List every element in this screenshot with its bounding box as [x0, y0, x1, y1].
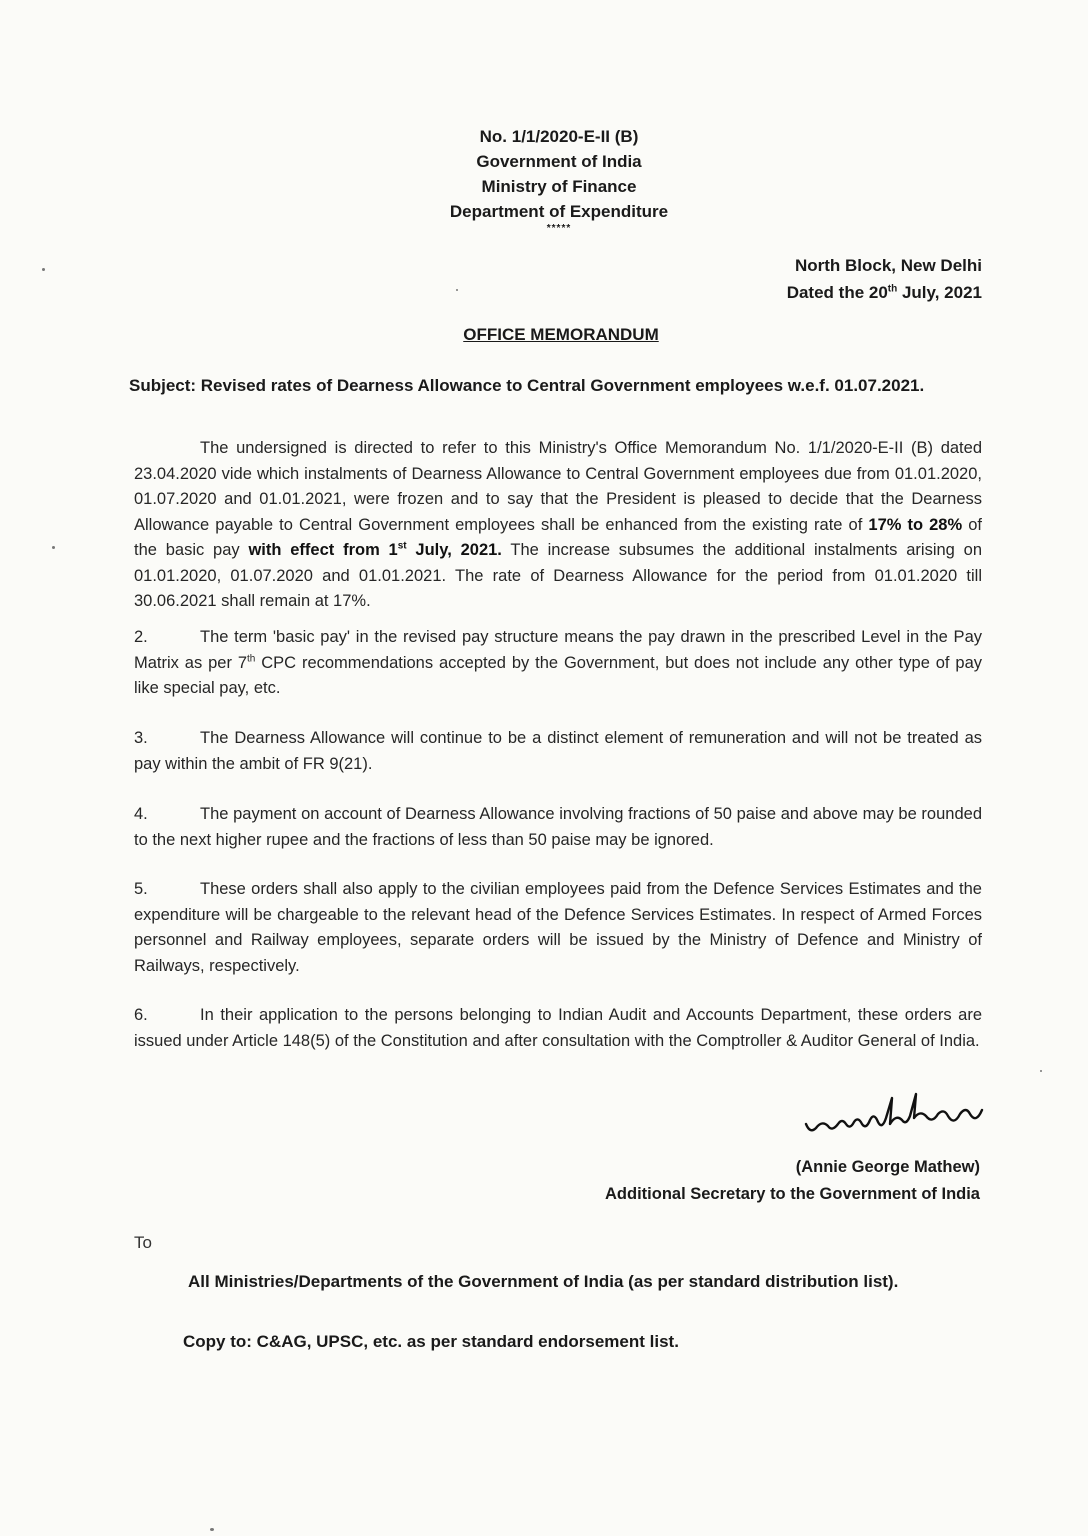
p2-superscript: th	[247, 653, 256, 664]
p1-text-c: The increase subsumes the additional instalments arising on 01.01.2020, 01.07.2020 and 01.01.2021. The rate of Dearness Allowance for the period from 01.01.2020 till 30.06.2021 shall remain at 17%.	[134, 541, 982, 610]
p2-number: 2.	[134, 628, 148, 646]
location: North Block, New Delhi	[794, 256, 982, 275]
memo-title	[0, 325, 1088, 345]
ministry-name: Ministry of Finance	[481, 177, 637, 196]
p4-text: The payment on account of Dearness Allowance involving fractions of 50 paise and above may be rounded to the next higher rupee and the fractions of less than 50 paise may be ignored.	[134, 805, 982, 849]
p4-number: 4.	[134, 805, 148, 823]
scan-speck	[1040, 1070, 1042, 1072]
date-prefix: Dated the 20	[786, 283, 888, 302]
file-number: No. 1/1/2020-E-II (B)	[479, 127, 639, 146]
p1-text-b: of the basic pay	[134, 515, 982, 559]
scan-speck	[42, 268, 45, 271]
p2-text-b: CPC recommendations accepted by the Government, but does not include any other type of pay like special pay, etc.	[134, 653, 982, 697]
scan-speck	[52, 546, 55, 549]
government-name: Government of India	[476, 152, 642, 171]
separator-stars: *****	[546, 223, 572, 234]
p5-number: 5.	[134, 880, 148, 898]
p1-rate-change: 17% to 28%	[868, 515, 963, 534]
signatory-name: (Annie George Mathew)	[795, 1158, 980, 1176]
p6-text: In their application to the persons belonging to Indian Audit and Accounts Department, these orders are issued under Article 148(5) of the Constitution and after consultation with the Comptroller & Auditor General of India.	[134, 1006, 982, 1050]
p1-text-a: The undersigned is directed to refer to this Ministry's Office Memorandum No. 1/1/2020-E-II (B) dated 23.04.2020 vide which instalments of Dearness Allowance to Central Government employees due from 01.01.2020, 01.07.2020 and 01.01.2021, were frozen and to say that the President is pleased to decide that the Dearness Allowance payable to Central Government employees shall be enhanced from the existing rate of	[134, 439, 982, 534]
date-line	[787, 279, 982, 306]
p6-number: 6.	[134, 1006, 148, 1024]
paragraph-1	[134, 436, 982, 615]
letterhead	[0, 124, 1088, 234]
paragraph-3	[134, 726, 982, 777]
paragraph-4	[134, 802, 982, 853]
department-name: Department of Expenditure	[449, 202, 669, 221]
p3-number: 3.	[134, 729, 148, 747]
paragraph-5	[134, 877, 982, 979]
p1-effective-date-b: July, 2021.	[406, 541, 502, 559]
signatory-designation: Additional Secretary to the Government of India	[605, 1185, 980, 1203]
copy-to-line: Copy to: C&AG, UPSC, etc. as per standard endorsement list.	[183, 1332, 679, 1351]
to-label: To	[134, 1233, 152, 1252]
scan-speck	[456, 289, 458, 291]
p3-text: The Dearness Allowance will continue to be a distinct element of remuneration and will not be treated as pay within the ambit of FR 9(21).	[134, 729, 982, 773]
subject-line: Subject: Revised rates of Dearness Allowance to Central Government employees w.e.f. 01.07.2021.	[129, 376, 925, 395]
signatory-block	[605, 1154, 980, 1208]
place-date-block	[787, 252, 982, 306]
date-superscript: th	[887, 283, 898, 295]
p2-text-a: The term 'basic pay' in the revised pay structure means the pay drawn in the prescribed Level in the Pay Matrix as per 7	[134, 628, 982, 672]
p1-effective-date-a: with effect from 1	[248, 541, 398, 559]
paragraph-6	[134, 1003, 982, 1054]
paragraph-2	[134, 625, 982, 702]
distribution-line: All Ministries/Departments of the Government of India (as per standard distribution list).	[188, 1272, 899, 1291]
date-suffix: July, 2021	[897, 283, 982, 302]
scan-speck	[210, 1528, 214, 1531]
p5-text: These orders shall also apply to the civilian employees paid from the Defence Services Estimates and the expenditure will be chargeable to the relevant head of the Defence Services Estimates. In respect of Armed Forces personnel and Railway employees, separate orders will be issued by the Ministry of Defence and Ministry of Railways, respectively.	[134, 880, 982, 975]
p1-effective-date-sup: st	[397, 540, 407, 552]
memo-title-text: OFFICE MEMORANDUM	[463, 325, 659, 344]
handwritten-signature	[798, 1084, 998, 1144]
